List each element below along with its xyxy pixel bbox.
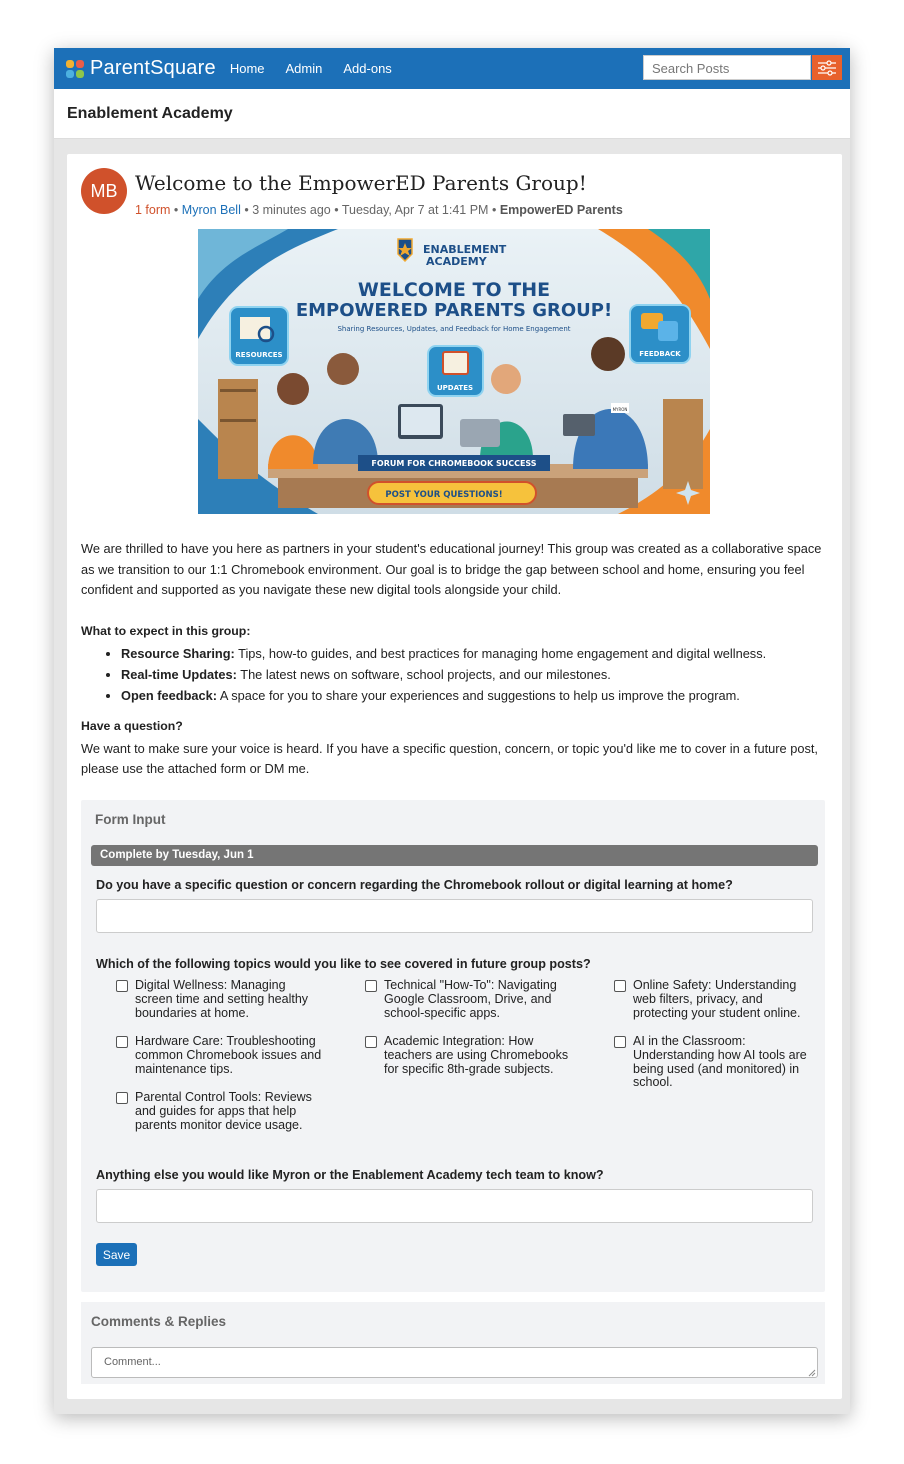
svg-text:POST YOUR QUESTIONS!: POST YOUR QUESTIONS! xyxy=(385,490,503,500)
checkbox[interactable] xyxy=(116,980,128,992)
expect-heading: What to expect in this group: xyxy=(81,623,251,638)
expect-list xyxy=(121,643,831,706)
search-input[interactable]: Search Posts xyxy=(643,55,811,80)
post-title: Welcome to the EmpowerED Parents Group! xyxy=(135,171,587,195)
parentsquare-logo[interactable] xyxy=(66,57,230,80)
topic-option-digital-wellness[interactable]: Digital Wellness: Managing screen time and setting healthy boundaries at home. xyxy=(116,979,326,1020)
question-3-input[interactable] xyxy=(96,1189,813,1223)
checkbox[interactable] xyxy=(365,1036,377,1048)
page-title: Enablement Academy xyxy=(54,89,850,139)
checkbox[interactable] xyxy=(116,1092,128,1104)
svg-text:ENABLEMENT: ENABLEMENT xyxy=(423,243,507,256)
topic-option-hardware-care[interactable]: Hardware Care: Troubleshooting common Chromebook issues and maintenance tips. xyxy=(116,1035,326,1076)
checkbox[interactable] xyxy=(116,1036,128,1048)
topic-option-technical-how-to[interactable]: Technical "How-To": Navigating Google Classroom, Drive, and school-specific apps. xyxy=(365,979,570,1020)
group-link[interactable]: EmpowerED Parents xyxy=(499,203,623,217)
list-item: • Open feedback: A space for you to share your experiences and suggestions to help us improve the program. xyxy=(121,685,831,706)
checkbox[interactable] xyxy=(614,980,626,992)
svg-text:MYRON: MYRON xyxy=(612,407,628,412)
svg-text:EMPOWERED PARENTS GROUP!: EMPOWERED PARENTS GROUP! xyxy=(295,300,613,321)
question-1-input[interactable] xyxy=(96,899,813,933)
question-1-label: Do you have a specific question or concern regarding the Chromebook rollout or digital learning at home? xyxy=(96,878,733,892)
question-paragraph: We want to make sure your voice is heard. If you have a specific question, concern, or topic you'd like me to cover in a future post, please use the attached form or DM me. xyxy=(81,740,818,776)
brand-name: ParentSquare xyxy=(90,57,216,79)
svg-text:UPDATES: UPDATES xyxy=(436,384,474,392)
checkbox[interactable] xyxy=(365,980,377,992)
due-date-bar: Complete by Tuesday, Jun 1 xyxy=(91,845,818,866)
time-ago: 3 minutes ago xyxy=(252,203,331,217)
topic-option-academic-integration[interactable]: Academic Integration: How teachers are using Chromebooks for specific 8th-grade subjects. xyxy=(365,1035,570,1076)
svg-text:WELCOME TO THE: WELCOME TO THE xyxy=(357,279,551,301)
form-count-link[interactable]: 1 form xyxy=(135,203,171,217)
comments-section xyxy=(81,1302,825,1384)
form-heading: Form Input xyxy=(95,812,166,827)
svg-text:RESOURCES: RESOURCES xyxy=(235,351,283,359)
checkbox[interactable] xyxy=(614,1036,626,1048)
filter-button[interactable] xyxy=(812,55,842,80)
post-meta: 1 form • Myron Bell • 3 minutes ago • Tuesday, Apr 7 at 1:41 PM • EmpowerED Parents xyxy=(135,203,623,217)
post-body xyxy=(81,539,831,800)
sliders-icon xyxy=(817,59,837,77)
form-input-panel xyxy=(81,800,825,1292)
svg-text:FEEDBACK: FEEDBACK xyxy=(639,350,681,358)
list-item: • Resource Sharing: Tips, how-to guides, and best practices for managing home engagement and digital wellness. xyxy=(121,643,831,664)
svg-text:FORUM FOR CHROMEBOOK SUCCESS: FORUM FOR CHROMEBOOK SUCCESS xyxy=(371,459,537,468)
question-heading: Have a question? xyxy=(81,719,183,733)
list-item: • Real-time Updates: The latest news on software, school projects, and our milestones. xyxy=(121,664,831,685)
question-2-label: Which of the following topics would you like to see covered in future group posts? xyxy=(96,957,591,971)
save-button[interactable]: Save xyxy=(96,1243,137,1266)
comment-input[interactable]: Comment... xyxy=(91,1347,818,1378)
top-navbar xyxy=(54,48,850,89)
question-3-label: Anything else you would like Myron or the Enablement Academy tech team to know? xyxy=(96,1168,604,1182)
topic-option-ai-in-classroom[interactable]: AI in the Classroom: Understanding how AI tools are being used (and monitored) in school. xyxy=(614,1035,819,1090)
welcome-banner-image[interactable] xyxy=(198,229,710,514)
app-window xyxy=(54,48,850,1414)
topic-option-parental-control[interactable]: Parental Control Tools: Reviews and guides for apps that help parents monitor device usage. xyxy=(116,1091,326,1132)
resize-handle-icon[interactable] xyxy=(808,1369,816,1377)
author-link[interactable]: Myron Bell xyxy=(181,203,241,217)
topic-option-online-safety[interactable]: Online Safety: Understanding web filters, privacy, and protecting your student online. xyxy=(614,979,819,1020)
svg-text:Sharing Resources, Updates, an: Sharing Resources, Updates, and Feedback for Home Engagement xyxy=(337,325,571,333)
svg-text:ACADEMY: ACADEMY xyxy=(426,255,487,268)
nav-admin-link[interactable]: Admin xyxy=(285,61,323,76)
logo-icon xyxy=(66,60,84,78)
nav-addons-link[interactable]: Add-ons xyxy=(343,61,392,76)
avatar[interactable]: MB xyxy=(81,168,127,214)
intro-paragraph: We are thrilled to have you here as partners in your student's educational journey! This group was created as a collaborative space as we transition to our 1:1 Chromebook environment. Our goal is to bridge the gap between school and home, ensuring you feel confident and supported as you navigate these new digital tools alongside your child. xyxy=(81,541,822,597)
comments-heading: Comments & Replies xyxy=(91,1314,227,1329)
post-card xyxy=(67,154,842,1399)
nav-home-link[interactable]: Home xyxy=(229,61,265,76)
post-date: Tuesday, Apr 7 at 1:41 PM xyxy=(341,203,489,217)
